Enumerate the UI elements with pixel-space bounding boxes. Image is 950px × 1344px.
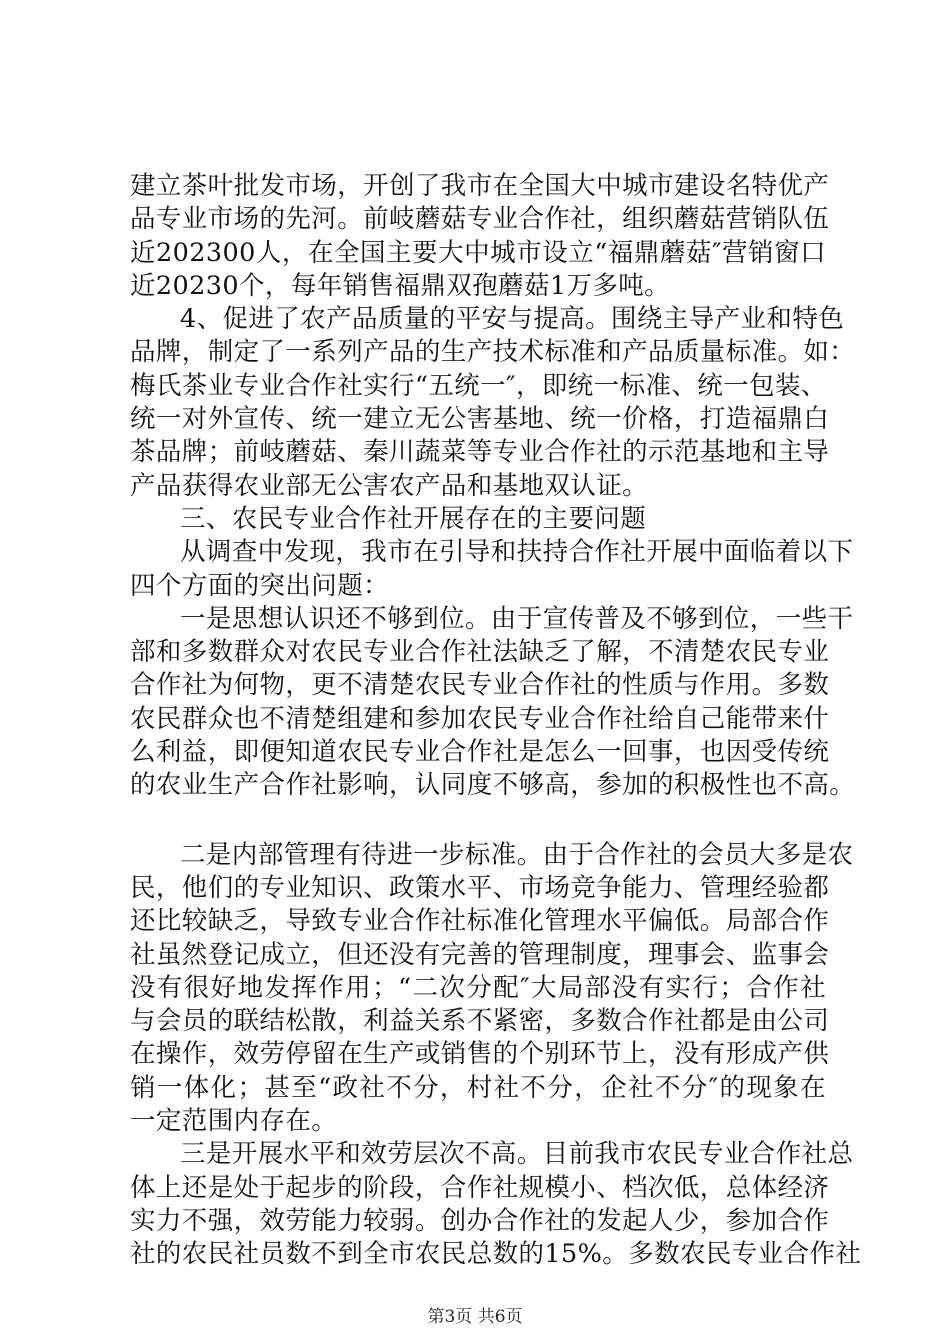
text-line: 一定范围内存在。 <box>130 1106 338 1137</box>
text-line: 产品获得农业部无公害农产品和基地双认证。 <box>130 470 649 501</box>
text-line: 部和多数群众对农民专业合作社法缺乏了解，不清楚农民专业 <box>130 637 830 668</box>
paragraph-gap <box>130 803 826 839</box>
text-line: 梅氏茶业专业合作社实行“五统一″，即统一标准、统一包装、 <box>130 370 827 401</box>
text-line: 建立茶叶批发市场，开创了我市在全国大中城市建设名特优产 <box>130 171 830 201</box>
text-line: 没有很好地发挥作用；“二次分配″大局部没有实行；合作社 <box>130 972 826 1003</box>
text-line: 实力不强，效劳能力较弱。创办合作社的发起人少，参加合作 <box>130 1205 830 1236</box>
document-body <box>130 170 862 1272</box>
text-line: 民，他们的专业知识、政策水平、市场竞争能力、管理经验都 <box>130 872 830 903</box>
text-line: 品专业市场的先河。前岐蘑菇专业合作社，组织蘑菇营销队伍 <box>130 204 830 235</box>
text-line: 四个方面的突出问题： <box>130 570 390 601</box>
text-line: 社的农民社员数不到全市农民总数的15%。多数农民专业合作社 <box>130 1239 862 1270</box>
text-line: 在操作，效劳停留在生产或销售的个别环节上，没有形成产供 <box>130 1039 830 1070</box>
text-line: 从调查中发现，我市在引导和扶持合作社开展中面临着以下 <box>180 537 854 568</box>
text-line: 农民群众也不清楚组建和参加农民专业合作社给自己能带来什 <box>130 703 830 734</box>
text-line: 销一体化；甚至“政社不分，村社不分，企社不分″的现象在 <box>130 1072 826 1103</box>
text-line: 与会员的联结松散，利益关系不紧密，多数合作社都是由公司 <box>130 1006 830 1037</box>
page-number-footer: 第3页 共6页 <box>427 1307 523 1327</box>
text-line: 4、促进了农产品质量的平安与提高。围绕主导产业和特色 <box>180 304 845 335</box>
text-line: 二是内部管理有待进一步标准。由于合作社的会员大多是农 <box>180 839 854 870</box>
text-line: 三是开展水平和效劳层次不高。目前我市农民专业合作社总 <box>180 1139 854 1170</box>
text-line: 一是思想认识还不够到位。由于宣传普及不够到位，一些干 <box>180 603 854 634</box>
text-line: 统一对外宣传、统一建立无公害基地、统一价格，打造福鼎白 <box>130 404 830 435</box>
text-line: 社虽然登记成立，但还没有完善的管理制度，理事会、监事会 <box>130 939 830 970</box>
text-line: 近20230个，每年销售福鼎双孢蘑菇1万多吨。 <box>130 270 671 301</box>
text-line: 茶品牌；前岐蘑菇、秦川蔬菜等专业合作社的示范基地和主导 <box>130 437 830 468</box>
text-line: 近202300人，在全国主要大中城市设立“福鼎蘑菇″营销窗口 <box>130 237 826 268</box>
text-line: 合作社为何物，更不清楚农民专业合作社的性质与作用。多数 <box>130 670 830 701</box>
section-heading: 三、农民专业合作社开展存在的主要问题 <box>180 503 647 534</box>
text-line: 还比较缺乏，导致专业合作社标准化管理水平偏低。局部合作 <box>130 906 830 937</box>
text-line: 体上还是处于起步的阶段，合作社规模小、档次低，总体经济 <box>130 1172 830 1203</box>
text-line: 品牌，制定了一系列产品的生产技术标准和产品质量标准。如： <box>130 337 856 368</box>
text-line: 么利益，即便知道农民专业合作社是怎么一回事，也因受传统 <box>130 737 830 768</box>
text-line: 的农业生产合作社影响，认同度不够高，参加的积极性也不高。 <box>130 770 856 801</box>
